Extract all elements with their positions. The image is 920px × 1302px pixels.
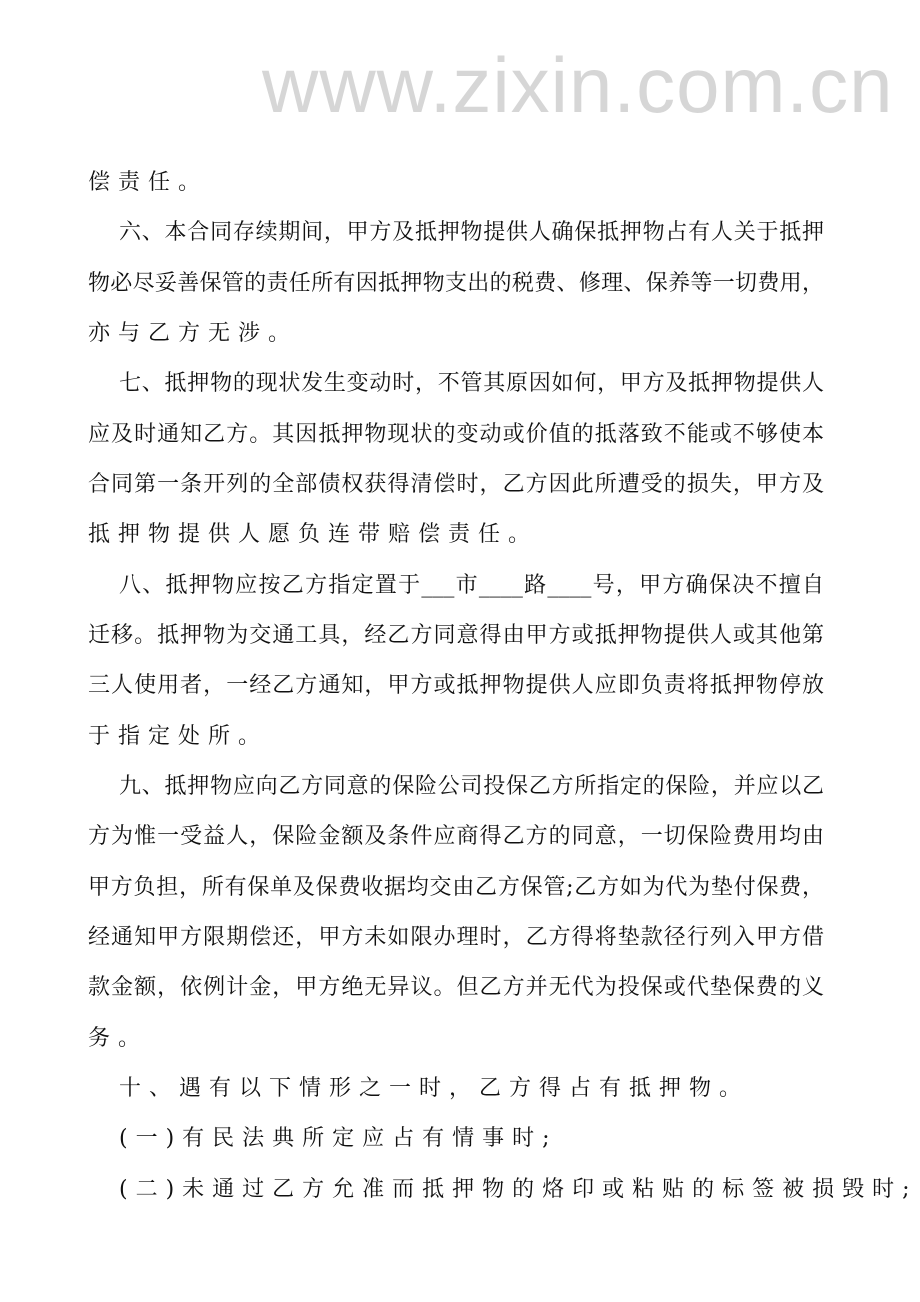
text-line: 经通知甲方限期偿还，甲方未如限办理时，乙方得将垫款径行列入甲方借 [88, 925, 824, 950]
text-line: (二)未通过乙方允准而抵押物的烙印或粘贴的标签被损毁时; [119, 1177, 918, 1202]
text-line: 方为惟一受益人，保险金额及条件应商得乙方的同意，一切保险费用均由 [88, 824, 824, 849]
watermark: www.zixin.com.cn [262, 41, 894, 129]
text-line: 应及时通知乙方。其因抵押物现状的变动或价值的抵落致不能或不够使本 [88, 422, 824, 447]
text-line: 八、抵押物应按乙方指定置于___市____路____号，甲方确保决不擅自 [119, 573, 824, 598]
text-line: 亦与乙方无涉。 [88, 321, 299, 346]
text-line: 九、抵押物应向乙方同意的保险公司投保乙方所指定的保险，并应以乙 [119, 774, 824, 799]
text-line: 三人使用者，一经乙方通知，甲方或抵押物提供人应即负责将抵押物停放 [88, 673, 824, 698]
text-line: 合同第一条开列的全部债权获得清偿时，乙方因此所遭受的损失，甲方及 [88, 472, 824, 497]
text-line: 十、遇有以下情形之一时，乙方得占有抵押物。 [119, 1076, 750, 1101]
text-line: 六、本合同存续期间，甲方及抵押物提供人确保抵押物占有人关于抵押 [119, 220, 824, 245]
text-line: 务。 [88, 1026, 149, 1051]
text-line: 抵押物提供人愿负连带赔偿责任。 [88, 522, 539, 547]
text-line: 七、抵押物的现状发生变动时，不管其原因如何，甲方及抵押物提供人 [119, 371, 824, 396]
text-line: 物必尽妥善保管的责任所有因抵押物支出的税费、修理、保养等一切费用， [88, 271, 824, 296]
text-line: 甲方负担，所有保单及保费收据均交由乙方保管;乙方如为代为垫付保费， [88, 875, 824, 900]
text-line: 迁移。抵押物为交通工具，经乙方同意得由甲方或抵押物提供人或其他第 [88, 623, 824, 648]
text-line: 于指定处所。 [88, 724, 269, 749]
text-line: 偿责任。 [88, 170, 209, 195]
text-line: (一)有民法典所定应占有情事时; [119, 1126, 558, 1151]
text-line: 款金额，依例计金，甲方绝无异议。但乙方并无代为投保或代垫保费的义 [88, 975, 824, 1000]
